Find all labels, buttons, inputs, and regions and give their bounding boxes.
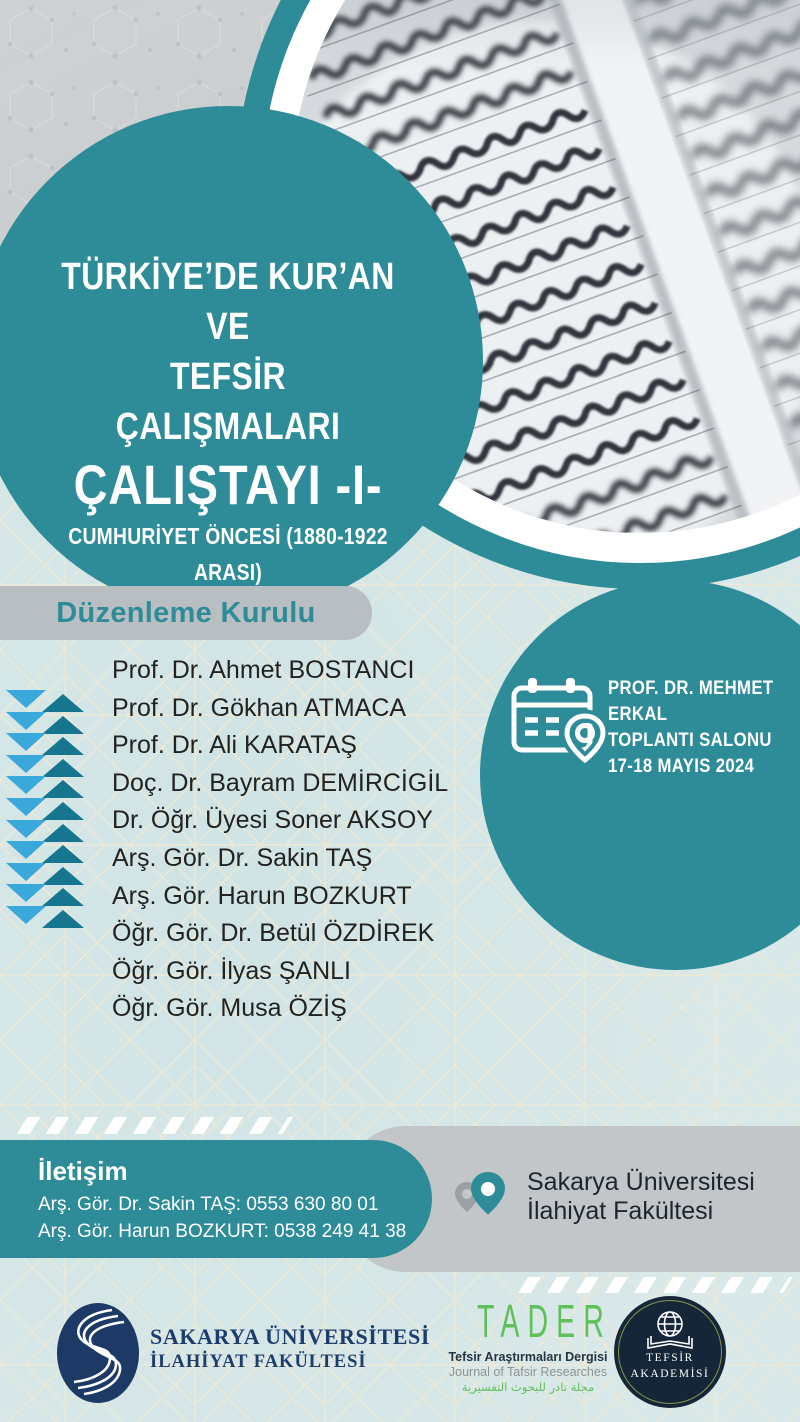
stripe-ribbon-bottom (518, 1277, 793, 1293)
event-venue-line-1: PROF. DR. MEHMET ERKAL (608, 678, 774, 725)
sau-line-2: İLAHİYAT FAKÜLTESİ (150, 1352, 367, 1372)
contact-line: Arş. Gör. Dr. Sakin TAŞ: 0553 630 80 01 (38, 1194, 379, 1215)
up-triangle-icon (42, 802, 84, 820)
map-pin-icon (567, 716, 603, 760)
sakarya-university-logo (52, 1300, 144, 1406)
committee-member: Arş. Gör. Dr. Sakin TAŞ (112, 843, 373, 872)
tader-subtitle-tr: Tefsir Araştırmaları Dergisi (448, 1350, 608, 1364)
sakarya-university-name (150, 1324, 430, 1374)
tefsir-akademisi-line-2: AKADEMİSİ (630, 1368, 710, 1380)
footer-logos (0, 1290, 800, 1422)
calendar-location-icon (506, 672, 610, 772)
tader-subtitle-ar: مجلة تادر للبحوث التفسيرية (461, 1380, 595, 1394)
faculty-badge-line-1: Sakarya Üniversitesi (527, 1168, 755, 1196)
stripe-ribbon-top (17, 1117, 294, 1134)
committee-member: Öğr. Gör. Musa ÖZİŞ (112, 994, 347, 1023)
down-triangle-icon (6, 798, 46, 816)
committee-heading: Düzenleme Kurulu (56, 596, 316, 629)
down-triangle-icon (6, 755, 46, 773)
title-line-2: TEFSİR ÇALIŞMALARI (115, 356, 341, 448)
up-triangle-icon (42, 888, 84, 906)
title-circle (0, 106, 483, 616)
title-line-1: TÜRKİYE’DE KUR’AN VE (61, 256, 395, 348)
tefsir-akademisi-logo (614, 1296, 726, 1408)
workshop-title (23, 252, 433, 590)
title-subtitle: CUMHURİYET ÖNCESİ (1880-1922 ARASI) (68, 523, 388, 585)
committee-member: Dr. Öğr. Üyesi Soner AKSOY (112, 806, 433, 835)
up-triangle-icon (42, 737, 84, 755)
book-globe-icon (642, 1308, 698, 1352)
event-date: 17-18 MAYIS 2024 (608, 756, 755, 777)
triangle-decoration (6, 690, 96, 928)
contact-heading: İletişim (38, 1156, 128, 1186)
up-triangle-icon (42, 910, 84, 928)
faculty-badge-line-2: İlahiyat Fakültesi (527, 1197, 714, 1225)
up-triangle-icon (42, 694, 84, 712)
up-triangle-icon (42, 824, 84, 842)
tader-subtitle-en: Journal of Tafsir Researches (448, 1365, 608, 1379)
up-triangle-icon (42, 716, 84, 734)
sau-line-1: SAKARYA ÜNİVERSİTESİ (150, 1324, 431, 1349)
down-triangle-icon (6, 776, 46, 794)
up-triangle-icon (42, 845, 84, 863)
up-triangle-icon (42, 867, 84, 885)
tefsir-akademisi-line-1: TEFSİR (646, 1352, 694, 1364)
down-triangle-icon (6, 841, 46, 859)
committee-member: Prof. Dr. Ali KARATAŞ (112, 731, 357, 760)
down-triangle-icon (6, 906, 46, 924)
tader-wordmark: TADER (477, 1295, 612, 1347)
event-venue-line-2: TOPLANTI SALONU (608, 730, 772, 751)
committee-member: Prof. Dr. Ahmet BOSTANCI (112, 656, 415, 684)
down-triangle-icon (6, 690, 46, 708)
up-triangle-icon (42, 759, 84, 777)
up-triangle-icon (42, 780, 84, 798)
down-triangle-icon (6, 884, 46, 902)
committee-member: Öğr. Gör. Dr. Betül ÖZDİREK (112, 919, 435, 948)
committee-member: Arş. Gör. Harun BOZKURT (112, 881, 412, 910)
down-triangle-icon (6, 733, 46, 751)
down-triangle-icon (6, 820, 46, 838)
faculty-badge-text (527, 1168, 755, 1226)
committee-member: Prof. Dr. Gökhan ATMACA (112, 693, 407, 722)
contact-line: Arş. Gör. Harun BOZKURT: 0538 249 41 38 (38, 1221, 407, 1242)
event-details (608, 676, 800, 780)
down-triangle-icon (6, 712, 46, 730)
committee-member-list (112, 652, 448, 1028)
contact-bar (0, 1140, 432, 1258)
title-line-3: ÇALIŞTAYI -I- (73, 453, 383, 516)
committee-member: Doç. Dr. Bayram DEMİRCİGİL (112, 768, 449, 797)
down-triangle-icon (6, 863, 46, 881)
tader-logo (438, 1296, 618, 1395)
committee-member: Öğr. Gör. İlyas ŞANLI (112, 956, 351, 985)
committee-heading-pill (0, 586, 372, 640)
location-pin-icon (447, 1168, 517, 1234)
